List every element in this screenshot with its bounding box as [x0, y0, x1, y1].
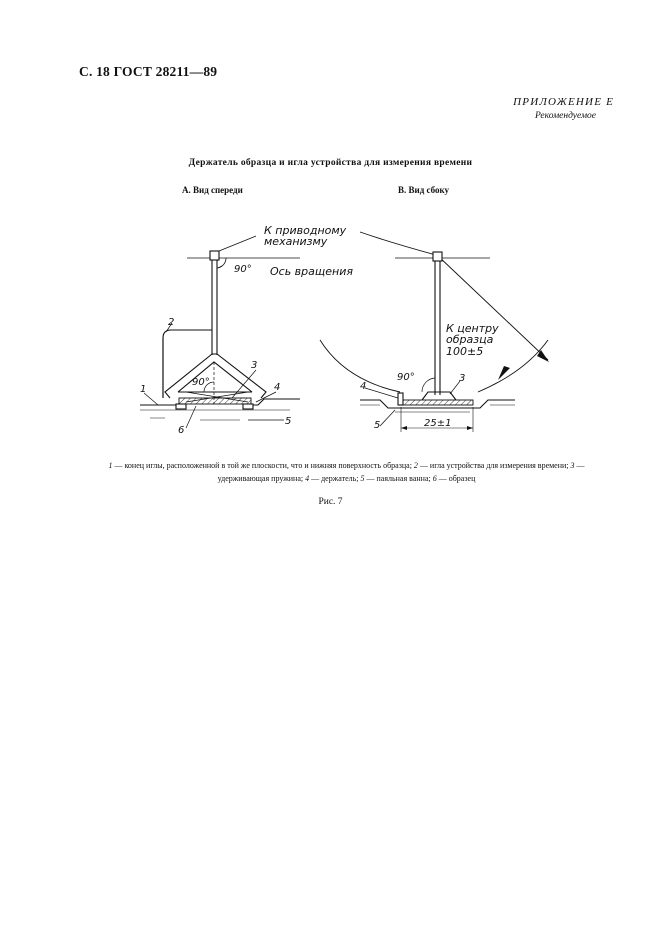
caption-6-text: — образец: [436, 473, 476, 483]
label-center-line2: образца: [446, 333, 494, 346]
page-header: С. 18 ГОСТ 28211—89: [79, 64, 218, 79]
label-drive-line1: К приводному: [264, 224, 347, 237]
callout-1: 1: [140, 384, 147, 395]
callout-b-3: 3: [459, 373, 466, 384]
callout-3: 3: [251, 360, 258, 371]
view-b-title: В. Вид сбоку: [398, 185, 450, 195]
label-angle-top: 90°: [234, 264, 252, 275]
callout-b-4: 4: [360, 381, 367, 392]
view-a-title: А. Вид спереди: [182, 185, 243, 195]
label-drive-line2: механизму: [264, 235, 328, 248]
caption-1-num: 1: [108, 461, 113, 470]
callout-6: 6: [178, 425, 185, 436]
callout-2: 2: [168, 317, 175, 328]
callout-b-5: 5: [374, 420, 381, 431]
label-center-line3: 100±5: [446, 345, 484, 358]
caption-3-text: — удерживающая пружина;: [217, 461, 585, 483]
figure-caption: [104, 460, 589, 485]
caption-5-num: 5: [360, 473, 365, 483]
caption-6-num: 6: [432, 473, 437, 483]
caption-4-text: — держатель;: [309, 473, 361, 483]
callout-4: 4: [274, 382, 281, 393]
label-center-line1: К центру: [446, 322, 499, 335]
caption-2-num: 2: [413, 461, 418, 470]
caption-1-text: — конец иглы, расположенной в той же плоскости, что и нижняя поверхность образца;: [112, 461, 414, 470]
caption-5-text: — паяльная ванна;: [364, 473, 433, 483]
view-b-drawing: [320, 232, 549, 432]
label-dimension: 25±1: [424, 418, 452, 429]
figure-title: Держатель образца и игла устройства для измерения времени: [188, 158, 473, 168]
appendix-title: ПРИЛОЖЕНИЕ Е: [513, 96, 614, 108]
label-angle-mid: 90°: [192, 377, 210, 388]
label-rotation-axis: Ось вращения: [270, 265, 353, 278]
figure-label: Рис. 7: [318, 497, 343, 507]
caption-2-text: — игла устройства для измерения времени;: [417, 461, 571, 470]
callout-5: 5: [285, 416, 292, 427]
label-angle-side: 90°: [397, 372, 415, 383]
appendix-status: Рекомендуемое: [534, 111, 596, 121]
caption-3-num: 3: [570, 461, 575, 470]
caption-4-num: 4: [305, 473, 310, 483]
